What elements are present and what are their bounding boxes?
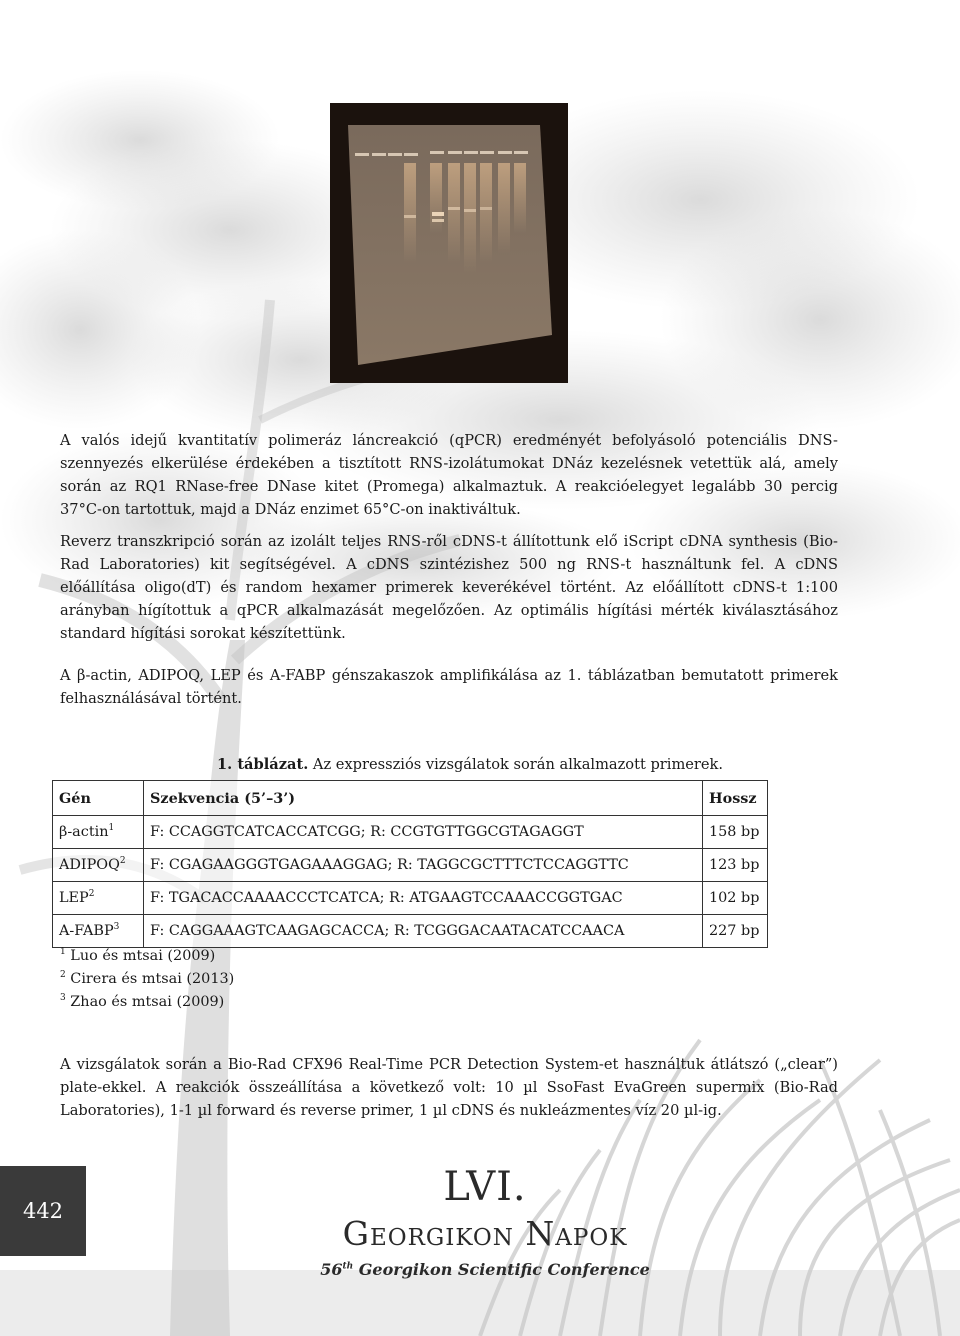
- length-cell: 123 bp: [703, 849, 768, 882]
- table-footnotes: [60, 945, 234, 1014]
- table-row: [53, 915, 768, 948]
- table-caption-label: 1. táblázat.: [217, 756, 309, 773]
- table-row: [53, 816, 768, 849]
- sequence-cell: F: CGAGAAGGGTGAGAAAGGAG; R: TAGGCGCTTTCTCCAGGTTC: [144, 849, 703, 882]
- paragraph-reverse-transcription: Reverz transzkripció során az izolált teljes RNS-ről cDNS-t állítottunk elő iScript cDNA synthesis (Bio-Rad Laboratories) kit segítségével. A cDNS szintézishez 500 ng RNS-t használtunk fel. A cDNS előállítása oligo(dT) és random hexamer primerek keverékével történt. Az előállított cDNS-t 1:100 arányban hígítottuk a qPCR alkalmazását megelőzően. Az optimális hígítási mérték kiválasztásához standard hígítási sorokat készítettünk.: [60, 533, 838, 642]
- length-cell: 158 bp: [703, 816, 768, 849]
- conference-name: Georgikon Napok: [342, 1214, 628, 1253]
- sequence-cell: F: CAGGAAAGTCAAGAGCACCA; R: TCGGGACAATACATCCAACA: [144, 915, 703, 948]
- length-cell: 227 bp: [703, 915, 768, 948]
- sequence-cell: F: TGACACCAAAACCCTCATCA; R: ATGAAGTCCAAACCGGTGAC: [144, 882, 703, 915]
- footnote: $^3$ Zhao és mtsai (2009): [60, 993, 225, 1010]
- header-length: Hossz: [703, 781, 768, 816]
- header-sequence: Szekvencia (5’–3’): [144, 781, 703, 816]
- paragraph-dnase-treatment: A valós idejű kvantitatív polimeráz láncreakció (qPCR) eredményét befolyásoló potenciális DNS-szennyezés elkerülése érdekében a tisztított RNS-izolátumokat DNáz kezelésnek vetettük alá, amely során az RQ1 RNase-free DNase kitet (Promega) alkalmaztuk. A reakcióelegyet legalább 30 percig 37°C-on tartottuk, majd a DNáz enzimet 65°C-on inaktiváltuk.: [60, 432, 838, 518]
- table-header-row: [53, 781, 768, 816]
- header-gene: Gén: [53, 781, 144, 816]
- page-number: 442: [0, 1166, 86, 1256]
- sequence-cell: F: CCAGGTCATCACCATCGG; R: CCGTGTTGGCGTAGAGGT: [144, 816, 703, 849]
- table-caption-text: Az expressziós vizsgálatok során alkalmazott primerek.: [308, 756, 724, 773]
- conference-subtitle: 56th Georgikon Scientific Conference: [320, 1260, 650, 1279]
- table-caption: [217, 755, 723, 775]
- conference-footer: [300, 1163, 670, 1283]
- gene-cell: A-FABP$^3$: [53, 915, 144, 948]
- length-cell: 102 bp: [703, 882, 768, 915]
- footnote: $^2$ Cirera és mtsai (2013): [60, 970, 235, 987]
- conference-edition: LVI.: [443, 1164, 527, 1210]
- table-row: [53, 882, 768, 915]
- gel-electrophoresis-photo: [330, 103, 568, 383]
- gene-cell: LEP$^2$: [53, 882, 144, 915]
- primer-table: [52, 780, 768, 948]
- gene-cell: ADIPOQ$^2$: [53, 849, 144, 882]
- paragraph-amplification: A β-actin, ADIPOQ, LEP és A-FABP génszakaszok amplifikálása az 1. táblázatban bemutatott primerek felhasználásával történt.: [60, 667, 838, 707]
- footnote: $^1$ Luo és mtsai (2009): [60, 947, 216, 964]
- gene-cell: β-actin$^1$: [53, 816, 144, 849]
- table-row: [53, 849, 768, 882]
- paragraph-qpcr-setup: A vizsgálatok során a Bio-Rad CFX96 Real-Time PCR Detection System-et használtuk átlátszó („clear”) plate-ekkel. A reakciók összeállítása a következő volt: 10 µl SsoFast EvaGreen supermix (Bio-Rad Laboratories), 1-1 µl forward és reverse primer, 1 µl cDNS és nukleázmentes víz 20 µl-ig.: [60, 1056, 838, 1119]
